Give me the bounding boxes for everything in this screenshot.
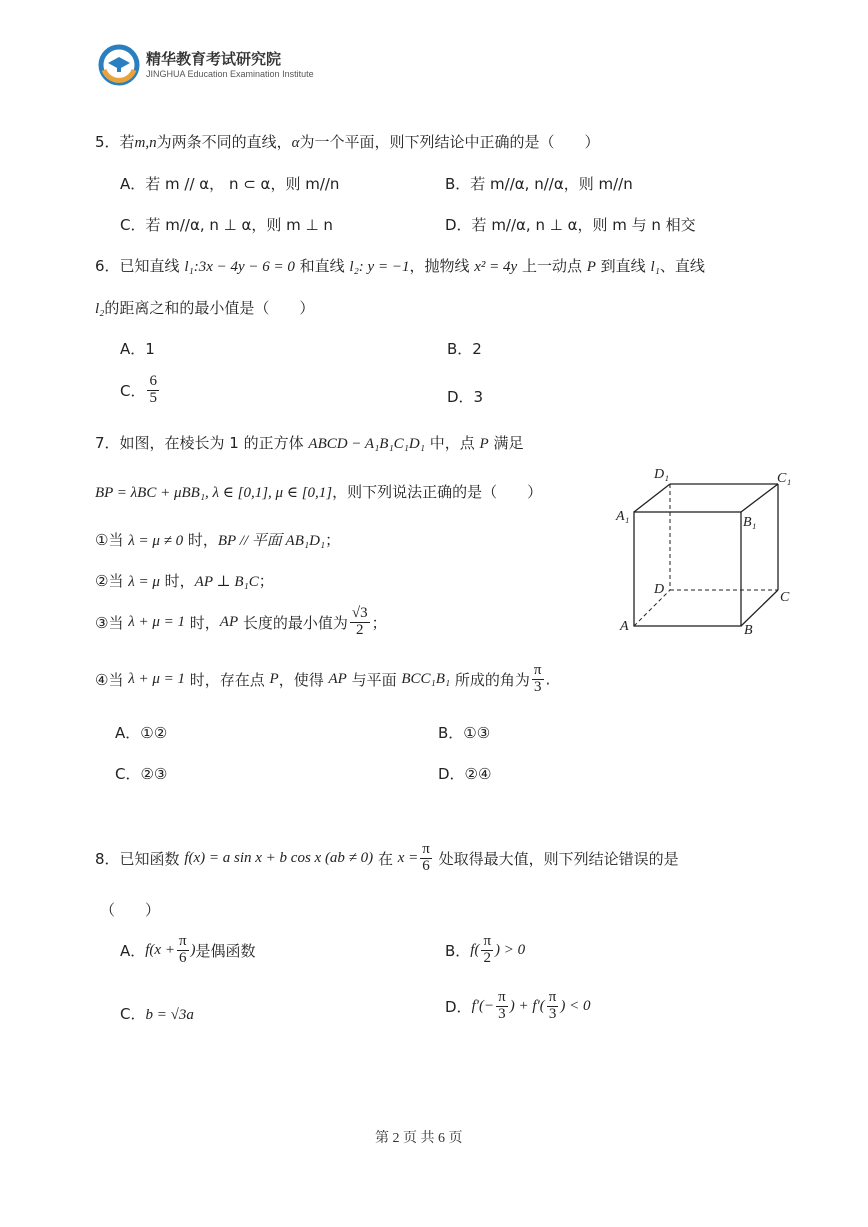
q7-statement-3: ③当 λ + μ = 1 时，AP 长度的最小值为 $\frac{√3}{2}$ ； bbox=[95, 605, 387, 638]
q5-option-b: B．若 m//α, n//α，则 m//n bbox=[445, 175, 633, 193]
q7-statement-2: ②当 λ = μ 时，AP ⊥ B₁C； bbox=[95, 572, 274, 590]
q8-stem-line1: 8．已知函数 f(x) = a sin x + b cos x (ab ≠ 0) 在 x = $\frac{\pi}{6}$ 处取得最大值，则下列结论错误的是 bbox=[95, 841, 679, 874]
cube-front-face bbox=[634, 512, 741, 626]
q7-option-c: C．②③ bbox=[115, 765, 168, 783]
label-c1: C₁ bbox=[777, 471, 792, 486]
q7-stem-line1: 7．如图，在棱长为 1 的正方体 ABCD − A₁B₁C₁D₁ 中，点 P 满足 bbox=[95, 434, 524, 452]
fraction: $\frac{\pi}{3}$ bbox=[498, 989, 506, 1022]
page-number: 第 2 页 共 6 页 bbox=[375, 1131, 463, 1146]
label-a1: A₁ bbox=[616, 509, 630, 524]
cube-diagram bbox=[612, 460, 802, 640]
institute-name-en: JINGHUA Education Examination Institute bbox=[146, 69, 314, 79]
cube-edge-bc bbox=[741, 590, 778, 626]
cube-hidden-edge-ad bbox=[634, 590, 670, 626]
header-logo bbox=[98, 44, 140, 86]
q8-option-a: A．f(x + $\frac{\pi}{6}$ )是偶函数 bbox=[120, 933, 256, 966]
q5-option-c: C．若 m//α, n ⊥ α，则 m ⊥ n bbox=[120, 216, 333, 234]
label-a: A bbox=[620, 619, 629, 634]
fraction: $\frac{\pi}{6}$ bbox=[422, 841, 430, 874]
fraction: $\frac{\pi}{3}$ bbox=[548, 989, 557, 1022]
q7-option-d: D．②④ bbox=[438, 765, 492, 783]
q5-option-a: A．若 m // α， n ⊂ α，则 m//n bbox=[120, 175, 340, 193]
q7-statement-4: ④当 λ + μ = 1 时，存在点 P，使得 AP 与平面 BCC₁B₁ 所成的角为 $\frac{\pi}{3}$ . bbox=[95, 662, 551, 695]
q8-option-d: D．f′(− $\frac{\pi}{3}$ ) + f′( $\frac{\pi}{3}$ ) < 0 bbox=[445, 989, 591, 1022]
cube-figure bbox=[612, 460, 802, 640]
label-d: D bbox=[654, 582, 665, 597]
fraction: $\frac{\pi}{2}$ bbox=[483, 933, 492, 966]
q7-option-b: B．①③ bbox=[438, 724, 491, 742]
fraction: $\frac{√3}{2}$ bbox=[351, 605, 368, 638]
fraction: $\frac{6}{5}$ bbox=[149, 373, 157, 406]
label-b1: B₁ bbox=[743, 515, 757, 530]
q6-stem-line1: 6．已知直线 l₁:3x − 4y − 6 = 0 和直线 l₂: y = −1，抛物线 x² = 4y 上一动点 P 到直线 l₁、直线 bbox=[95, 257, 705, 275]
q5-stem: 5．若m,n为两条不同的直线，α为一个平面，则下列结论中正确的是（ ） bbox=[95, 133, 600, 151]
fraction: $\frac{\pi}{3}$ bbox=[533, 662, 542, 695]
q6-option-d: D．3 bbox=[447, 388, 484, 406]
q8-option-b: B．f( $\frac{\pi}{2}$ ) > 0 bbox=[445, 933, 526, 966]
q8-option-c: C．b = √3a bbox=[120, 1005, 194, 1023]
q7-option-a: A．①② bbox=[115, 724, 168, 742]
cube-edge-b1c1 bbox=[741, 484, 778, 512]
q6-option-a: A．1 bbox=[120, 340, 155, 358]
q6-option-c: C． $\frac{6}{5}$ bbox=[120, 373, 157, 406]
q7-statement-1: ①当 λ = μ ≠ 0 时，BP // 平面 AB₁D₁； bbox=[95, 531, 341, 549]
fraction: $\frac{\pi}{6}$ bbox=[178, 933, 187, 966]
label-c: C bbox=[780, 590, 790, 605]
q5-option-d: D．若 m//α, n ⊥ α，则 m 与 n 相交 bbox=[445, 216, 696, 234]
q7-stem-line2: BP = λBC + μBB₁, λ ∈ [0,1], μ ∈ [0,1]，则下列说法正确的是（ ） bbox=[95, 483, 543, 501]
cube-edge-a1d1 bbox=[634, 484, 670, 512]
label-b: B bbox=[744, 623, 753, 638]
q6-option-b: B．2 bbox=[447, 340, 482, 358]
institute-name: 精华教育考试研究院 bbox=[146, 50, 282, 68]
institute-logo-icon bbox=[98, 44, 140, 86]
q6-stem-line2: l₂的距离之和的最小值是（ ） bbox=[95, 299, 315, 317]
q8-stem-line2: （ ） bbox=[100, 901, 161, 919]
label-d1: D₁ bbox=[654, 467, 669, 482]
